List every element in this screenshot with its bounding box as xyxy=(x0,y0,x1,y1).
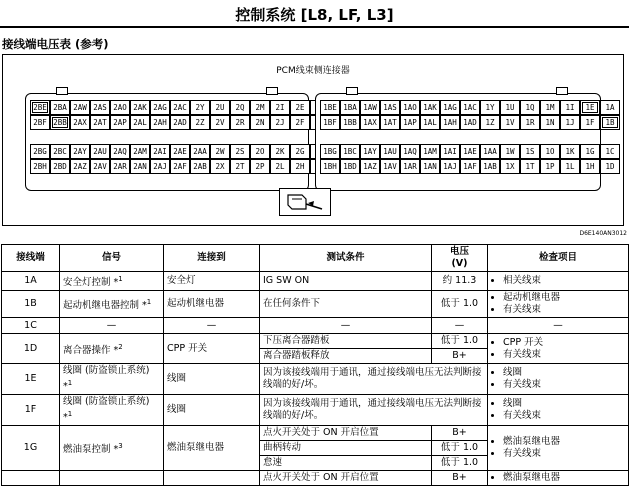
pin-row xyxy=(320,159,620,174)
condition-cell: 在任何条件下 xyxy=(260,291,432,318)
connector-pin: 1AG xyxy=(440,100,460,115)
connector-pin: 2AK xyxy=(130,100,150,115)
table-row xyxy=(2,334,629,349)
connector-pin: 1O xyxy=(540,144,560,159)
connector-pin: 2G xyxy=(290,144,310,159)
connector-pin: 1B xyxy=(600,115,620,130)
connector-pin: 1AD xyxy=(460,115,480,130)
col-connected: 连接到 xyxy=(164,245,260,272)
connector-tab xyxy=(346,87,358,95)
figure-code: D6E140AN3012 xyxy=(579,230,627,237)
connector-pin: 2AG xyxy=(150,100,170,115)
connector-pin: 2F xyxy=(290,115,310,130)
voltage-cell: 低于 1.0 xyxy=(432,456,488,471)
connector-pin: 2S xyxy=(230,144,250,159)
connected-cell: 起动机继电器 xyxy=(164,291,260,318)
connector-tab xyxy=(56,87,68,95)
condition-cell: 怠速 xyxy=(260,456,432,471)
connector-pin: 1AA xyxy=(480,144,500,159)
connector-pin: 1AN xyxy=(420,159,440,174)
connector-pin: 2AN xyxy=(130,159,150,174)
connector-pin: 1BB xyxy=(340,115,360,130)
col-condition: 测试条件 xyxy=(260,245,432,272)
pin-row xyxy=(320,144,620,159)
table-row xyxy=(2,426,629,441)
connector-pin: 1BC xyxy=(340,144,360,159)
signal-cell: 线圈 (防盗锁止系统) *$^1$ xyxy=(60,364,164,395)
connector-pin: 1AP xyxy=(400,115,420,130)
connector-pin: 1AX xyxy=(360,115,380,130)
connector-diagram xyxy=(2,54,624,226)
connector-pin: 2I xyxy=(270,100,290,115)
connector-pin: 1U xyxy=(500,100,520,115)
connector-pin: 1AR xyxy=(400,159,420,174)
connector-pin: 1E xyxy=(580,100,600,115)
connector-pin: 1W xyxy=(500,144,520,159)
connector-pin: 2BF xyxy=(30,115,50,130)
connector-pin: 2Y xyxy=(190,100,210,115)
connector-pin: 1V xyxy=(500,115,520,130)
connector-pin: 2AY xyxy=(70,144,90,159)
col-voltage: 电压 (V) xyxy=(432,245,488,272)
table-row xyxy=(2,318,629,334)
items-cell: • 线圈 • 有关线束 xyxy=(488,364,629,395)
connector-pin: 2AM xyxy=(130,144,150,159)
connector-pin: 1AS xyxy=(380,100,400,115)
terminal-cell: 1B xyxy=(2,291,60,318)
voltage-table xyxy=(1,244,629,486)
connector-pin: 2BG xyxy=(30,144,50,159)
condition-cell: 离合器踏板释放 xyxy=(260,349,432,364)
connector-pin: 1BH xyxy=(320,159,340,174)
signal-cell: 安全灯控制 *$^1$ xyxy=(60,272,164,291)
connector-pin: 2AQ xyxy=(110,144,130,159)
connector-pin: 1AZ xyxy=(360,159,380,174)
signal-cell: 线圈 (防盗锁止系统) *$^1$ xyxy=(60,395,164,426)
items-cell: • 起动机继电器 • 有关线束 xyxy=(488,291,629,318)
connector-left xyxy=(25,93,309,191)
condition-cell: 曲柄转动 xyxy=(260,441,432,456)
probe-illustration xyxy=(279,188,331,216)
condition-cell: 因为该接线端用于通讯，通过接线端电压无法判断接线端的好/坏。 xyxy=(260,395,488,426)
connector-pin: 2AS xyxy=(90,100,110,115)
connector-pin: 1A xyxy=(600,100,620,115)
connector-pin: 2BA xyxy=(50,100,70,115)
connector-pin: 2AR xyxy=(110,159,130,174)
connector-pin: 2AU xyxy=(90,144,110,159)
connector-pin: 1AQ xyxy=(400,144,420,159)
connector-pin: 1BE xyxy=(320,100,340,115)
condition-cell: — xyxy=(260,318,432,334)
connector-pin: 2AA xyxy=(190,144,210,159)
items-cell: — xyxy=(488,318,629,334)
connector-pin: 1M xyxy=(540,100,560,115)
connector-pin: 1AY xyxy=(360,144,380,159)
connector-pin: 1AF xyxy=(460,159,480,174)
connector-pin: 2K xyxy=(270,144,290,159)
table-row xyxy=(2,471,629,486)
connector-pin: 1K xyxy=(560,144,580,159)
connector-pin: 2AJ xyxy=(150,159,170,174)
items-cell: • 燃油泵继电器 • 有关线束 xyxy=(488,426,629,471)
connector-pin: 2Z xyxy=(190,115,210,130)
connector-pin: 1AB xyxy=(480,159,500,174)
connector-pin: 1AL xyxy=(420,115,440,130)
connector-pin: 1T xyxy=(520,159,540,174)
connector-pin: 2AO xyxy=(110,100,130,115)
connector-pin: 1N xyxy=(540,115,560,130)
connected-cell: CPP 开关 xyxy=(164,334,260,364)
pin-row xyxy=(30,144,330,159)
connector-pin: 2O xyxy=(250,144,270,159)
connector-pin: 2AI xyxy=(150,144,170,159)
voltage-cell: B+ xyxy=(432,471,488,486)
signal-cell: 离合器操作 *$^2$ xyxy=(60,334,164,364)
connector-pin: 2AD xyxy=(170,115,190,130)
connected-cell: 燃油泵继电器 xyxy=(164,426,260,471)
terminal-cell: 1A xyxy=(2,272,60,291)
connector-pin: 1S xyxy=(520,144,540,159)
condition-cell: 因为该接线端用于通讯，通过接线端电压无法判断接线端的好/坏。 xyxy=(260,364,488,395)
items-cell: • 相关线束 xyxy=(488,272,629,291)
connector-pin: 1AK xyxy=(420,100,440,115)
voltage-cell: B+ xyxy=(432,426,488,441)
connected-cell: 安全灯 xyxy=(164,272,260,291)
table-header-row xyxy=(2,245,629,272)
signal-cell: — xyxy=(60,318,164,334)
connector-pin: 1AT xyxy=(380,115,400,130)
connector-pin: 1AE xyxy=(460,144,480,159)
voltage-cell: 低于 1.0 xyxy=(432,334,488,349)
connector-pin: 2R xyxy=(230,115,250,130)
condition-cell: 点火开关处于 ON 开启位置 xyxy=(260,426,432,441)
connector-pin: 2AE xyxy=(170,144,190,159)
connector-pin: 2AP xyxy=(110,115,130,130)
connector-pin: 2BC xyxy=(50,144,70,159)
voltage-cell: B+ xyxy=(432,349,488,364)
voltage-cell: — xyxy=(432,318,488,334)
condition-cell: 下压离合器踏板 xyxy=(260,334,432,349)
voltage-cell: 低于 1.0 xyxy=(432,291,488,318)
connector-tab xyxy=(266,87,278,95)
connector-pin: 2Q xyxy=(230,100,250,115)
connector-pin: 2BD xyxy=(50,159,70,174)
connector-pin: 1BD xyxy=(340,159,360,174)
connector-pin: 1I xyxy=(560,100,580,115)
connector-pin: 2BH xyxy=(30,159,50,174)
connector-pin: 1Z xyxy=(480,115,500,130)
col-items: 检查项目 xyxy=(488,245,629,272)
table-row xyxy=(2,272,629,291)
table-row xyxy=(2,395,629,426)
connector-pin: 1BG xyxy=(320,144,340,159)
connector-pin: 1BF xyxy=(320,115,340,130)
terminal-cell: 1F xyxy=(2,395,60,426)
connector-pin: 2AF xyxy=(170,159,190,174)
connector-pin: 2T xyxy=(230,159,250,174)
connector-pin: 2V xyxy=(210,115,230,130)
connector-pin: 1J xyxy=(560,115,580,130)
connector-pin: 1H xyxy=(580,159,600,174)
items-cell: • 燃油泵继电器 xyxy=(488,471,629,486)
connector-pin: 1AW xyxy=(360,100,380,115)
connector-pin: 2L xyxy=(270,159,290,174)
connector-pin: 2AC xyxy=(170,100,190,115)
signal-cell: 起动机继电器控制 *$^1$ xyxy=(60,291,164,318)
probe-icon xyxy=(280,189,330,215)
connector-pin: 2AV xyxy=(90,159,110,174)
table-row xyxy=(2,364,629,395)
connector-pin: 1X xyxy=(500,159,520,174)
connector-pin: 2X xyxy=(210,159,230,174)
connector-pin: 1AV xyxy=(380,159,400,174)
condition-cell: 点火开关处于 ON 开启位置 xyxy=(260,471,432,486)
connector-pin: 1AU xyxy=(380,144,400,159)
connector-pin: 1BA xyxy=(340,100,360,115)
connector-pin: 1C xyxy=(600,144,620,159)
connector-pin: 1F xyxy=(580,115,600,130)
connected-cell: 线圈 xyxy=(164,364,260,395)
terminal-cell: 1C xyxy=(2,318,60,334)
connected-cell: 线圈 xyxy=(164,395,260,426)
connector-pin: 2BB xyxy=(50,115,70,130)
connector-pin: 2AT xyxy=(90,115,110,130)
terminal-cell: 1D xyxy=(2,334,60,364)
connector-pin: 2P xyxy=(250,159,270,174)
connector-pin: 1D xyxy=(600,159,620,174)
items-cell: • CPP 开关 • 有关线束 xyxy=(488,334,629,364)
voltage-cell: 低于 1.0 xyxy=(432,441,488,456)
pin-row xyxy=(30,115,330,130)
connector-pin: 2BE xyxy=(30,100,50,115)
connector-pin: 1AM xyxy=(420,144,440,159)
connector-pin: 2U xyxy=(210,100,230,115)
pin-row xyxy=(320,115,620,130)
connector-pin: 2AX xyxy=(70,115,90,130)
connector-pin: 2E xyxy=(290,100,310,115)
connector-pin: 2AZ xyxy=(70,159,90,174)
title-divider xyxy=(0,26,629,28)
connector-pin: 2M xyxy=(250,100,270,115)
connector-pin: 2W xyxy=(210,144,230,159)
table-row xyxy=(2,291,629,318)
connected-cell: — xyxy=(164,318,260,334)
pin-row xyxy=(320,100,620,115)
connector-pin: 1G xyxy=(580,144,600,159)
connector-pin: 1P xyxy=(540,159,560,174)
connector-pin: 1AH xyxy=(440,115,460,130)
connector-pin: 2N xyxy=(250,115,270,130)
page-title: 控制系统 [L8, LF, L3] xyxy=(235,6,394,24)
connector-pin: 1AJ xyxy=(440,159,460,174)
items-cell: • 线圈 • 有关线束 xyxy=(488,395,629,426)
col-terminal: 接线端 xyxy=(2,245,60,272)
connector-tab xyxy=(556,87,568,95)
voltage-cell: 约 11.3 xyxy=(432,272,488,291)
connector-pin: 2AL xyxy=(130,115,150,130)
connector-pin: 2J xyxy=(270,115,290,130)
connector-pin: 1L xyxy=(560,159,580,174)
connector-pin: 1Q xyxy=(520,100,540,115)
col-signal: 信号 xyxy=(60,245,164,272)
connector-pin: 2AB xyxy=(190,159,210,174)
connector-right xyxy=(315,93,615,191)
pin-row xyxy=(30,100,330,115)
connector-pin: 2H xyxy=(290,159,310,174)
connector-pin: 1AO xyxy=(400,100,420,115)
connector-pin: 2AH xyxy=(150,115,170,130)
terminal-cell: 1G xyxy=(2,426,60,471)
connector-pin: 2AW xyxy=(70,100,90,115)
terminal-cell: 1E xyxy=(2,364,60,395)
section-subtitle: 接线端电压表 (参考) xyxy=(2,37,109,51)
connector-pin: 1Y xyxy=(480,100,500,115)
signal-cell: 燃油泵控制 *$^3$ xyxy=(60,426,164,471)
connector-pin: 1AC xyxy=(460,100,480,115)
diagram-caption: PCM线束侧连接器 xyxy=(276,66,350,76)
connector-pin: 1AI xyxy=(440,144,460,159)
pin-row xyxy=(30,159,330,174)
condition-cell: IG SW ON xyxy=(260,272,432,291)
connector-pin: 1R xyxy=(520,115,540,130)
